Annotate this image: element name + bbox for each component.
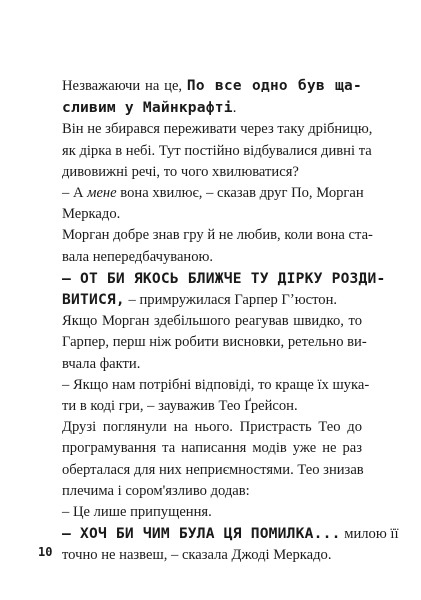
text-line-1 bbox=[62, 76, 362, 97]
text-line-10: – ОТ БИ ЯКОСЬ БЛИЖЧЕ ТУ ДІРКУ РОЗДИ- bbox=[62, 269, 386, 287]
text-run: – А bbox=[62, 185, 88, 202]
text-run: милою її bbox=[340, 526, 399, 543]
text-line-9: вала непередбачуваною. bbox=[62, 248, 214, 265]
text-line-8: Морган добре знав гру й не любив, коли вона ста- bbox=[62, 227, 373, 244]
text-line-21: – Це лише припущення. bbox=[62, 504, 212, 521]
text-run: . bbox=[232, 100, 237, 117]
text-line-6 bbox=[62, 183, 362, 204]
text-line-16: ти в коді гри, – зауважив Тео Ґрейсон. bbox=[62, 398, 298, 415]
text-run: – примружилася Гарпер Гʼюстон. bbox=[124, 292, 338, 309]
text-line-5: дивовижні речі, то чого хвилюватися? bbox=[62, 163, 299, 180]
text-line-19: оберталася для них неприємностями. Тео знизав bbox=[62, 461, 364, 478]
text-line-22 bbox=[62, 523, 399, 545]
text-line-7: Меркадо. bbox=[62, 206, 121, 223]
text-line-17: Друзі поглянули на нього. Пристрасть Тео до bbox=[62, 419, 362, 436]
text-run: Незважаючи на це, bbox=[62, 78, 187, 94]
emphasis-run: мене bbox=[87, 185, 117, 202]
pixel-font-run: – ХОЧ БИ ЧИМ БУЛА ЦЯ ПОМИЛКА... bbox=[62, 525, 341, 543]
text-line-13: Гарпер, перш ніж робити висновки, ретельно ви- bbox=[62, 334, 367, 351]
text-line-18: програмування та написання модів уже не раз bbox=[62, 440, 362, 457]
pixel-font-run: По все одно був ща- bbox=[186, 78, 362, 94]
pixel-font-run: ВИТИСЯ, bbox=[62, 291, 125, 309]
page-number: 10 bbox=[38, 545, 53, 559]
text-line-2 bbox=[62, 97, 362, 119]
text-line-15: – Якщо нам потрібні відповіді, то краще їх шука- bbox=[62, 376, 370, 393]
text-line-4: як дірка в небі. Тут постійно відбувалися дивні та bbox=[62, 142, 372, 159]
page-body bbox=[62, 76, 399, 567]
pixel-font-run: сливим у Майнкрафті bbox=[62, 99, 233, 117]
text-line-11 bbox=[62, 289, 362, 311]
text-line-3: Він не збирався переживати через таку дрібницю, bbox=[62, 121, 373, 138]
text-line-20: плечима і сором'язливо додав: bbox=[62, 482, 250, 499]
text-run: вона хвилює, – сказав друг По, Морган bbox=[116, 185, 364, 202]
text-line-12: Якщо Морган здебільшого реагував швидко, то bbox=[62, 313, 362, 330]
text-line-23: точно не назвеш, – сказала Джоді Меркадо. bbox=[62, 547, 332, 564]
text-line-14: вчала факти. bbox=[62, 355, 141, 372]
